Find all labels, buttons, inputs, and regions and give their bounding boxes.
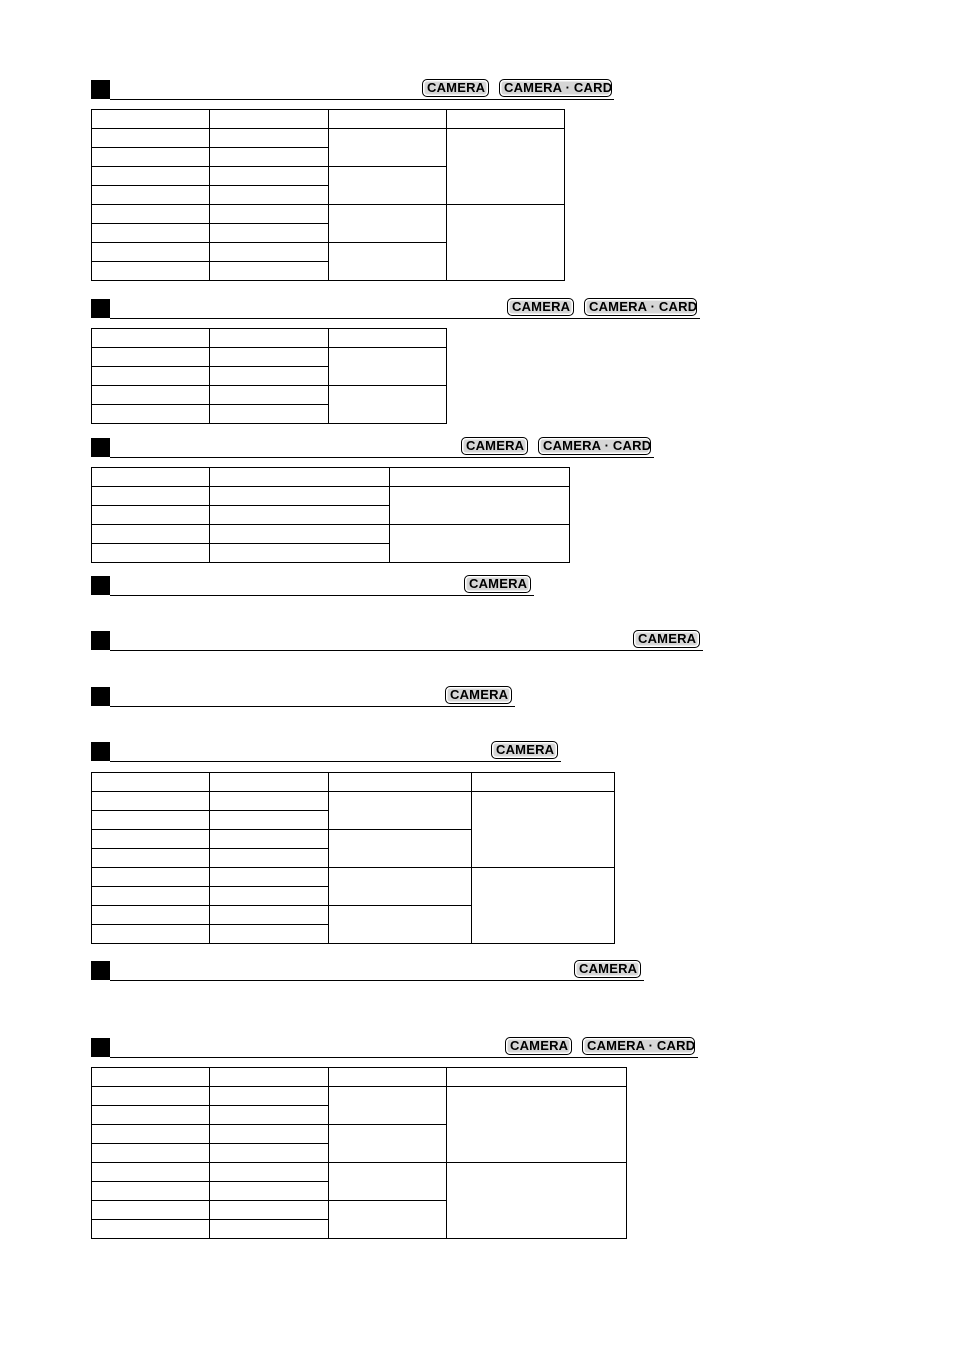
section-2-heading xyxy=(91,299,700,319)
heading-rule xyxy=(110,99,614,100)
table-row xyxy=(92,205,565,224)
section-1-heading xyxy=(91,80,614,100)
table-row xyxy=(92,792,615,811)
section-marker xyxy=(91,80,110,99)
camera-card-badge: CAMERA · CARD xyxy=(499,79,612,97)
settings-table-1 xyxy=(91,109,565,281)
section-marker xyxy=(91,438,110,457)
camera-badge: CAMERA xyxy=(491,741,558,759)
table-row xyxy=(92,468,570,487)
camera-card-badge: CAMERA · CARD xyxy=(538,437,651,455)
table-row xyxy=(92,525,570,544)
section-7-heading xyxy=(91,742,561,762)
section-marker xyxy=(91,961,110,980)
camera-card-badge: CAMERA · CARD xyxy=(584,298,697,316)
table-row xyxy=(92,129,565,148)
heading-rule xyxy=(110,650,703,651)
settings-table-7 xyxy=(91,772,615,944)
table-row xyxy=(92,386,447,405)
table-row xyxy=(92,329,447,348)
section-marker xyxy=(91,576,110,595)
heading-rule xyxy=(110,706,515,707)
heading-rule xyxy=(110,318,700,319)
camera-badge: CAMERA xyxy=(633,630,700,648)
camera-badge: CAMERA xyxy=(445,686,512,704)
settings-table-9 xyxy=(91,1067,627,1239)
section-marker xyxy=(91,1038,110,1057)
section-5-heading xyxy=(91,631,703,651)
section-marker xyxy=(91,742,110,761)
table-row xyxy=(92,110,565,129)
camera-card-badge: CAMERA · CARD xyxy=(582,1037,695,1055)
camera-badge: CAMERA xyxy=(422,79,489,97)
table-row xyxy=(92,1087,627,1106)
camera-badge: CAMERA xyxy=(461,437,528,455)
settings-table-2 xyxy=(91,328,447,424)
camera-badge: CAMERA xyxy=(507,298,574,316)
camera-badge: CAMERA xyxy=(574,960,641,978)
heading-rule xyxy=(110,1057,698,1058)
heading-rule xyxy=(110,761,561,762)
table-row xyxy=(92,773,615,792)
table-row xyxy=(92,1068,627,1087)
table-row xyxy=(92,868,615,887)
table-row xyxy=(92,487,570,506)
section-8-heading xyxy=(91,961,644,981)
heading-rule xyxy=(110,457,654,458)
section-marker xyxy=(91,299,110,318)
section-marker xyxy=(91,687,110,706)
section-6-heading xyxy=(91,687,515,707)
heading-rule xyxy=(110,595,534,596)
heading-rule xyxy=(110,980,644,981)
camera-badge: CAMERA xyxy=(505,1037,572,1055)
settings-table-3 xyxy=(91,467,570,563)
camera-badge: CAMERA xyxy=(464,575,531,593)
section-3-heading xyxy=(91,438,654,458)
section-9-heading xyxy=(91,1038,698,1058)
section-4-heading xyxy=(91,576,534,596)
table-row xyxy=(92,348,447,367)
table-row xyxy=(92,1163,627,1182)
section-marker xyxy=(91,631,110,650)
